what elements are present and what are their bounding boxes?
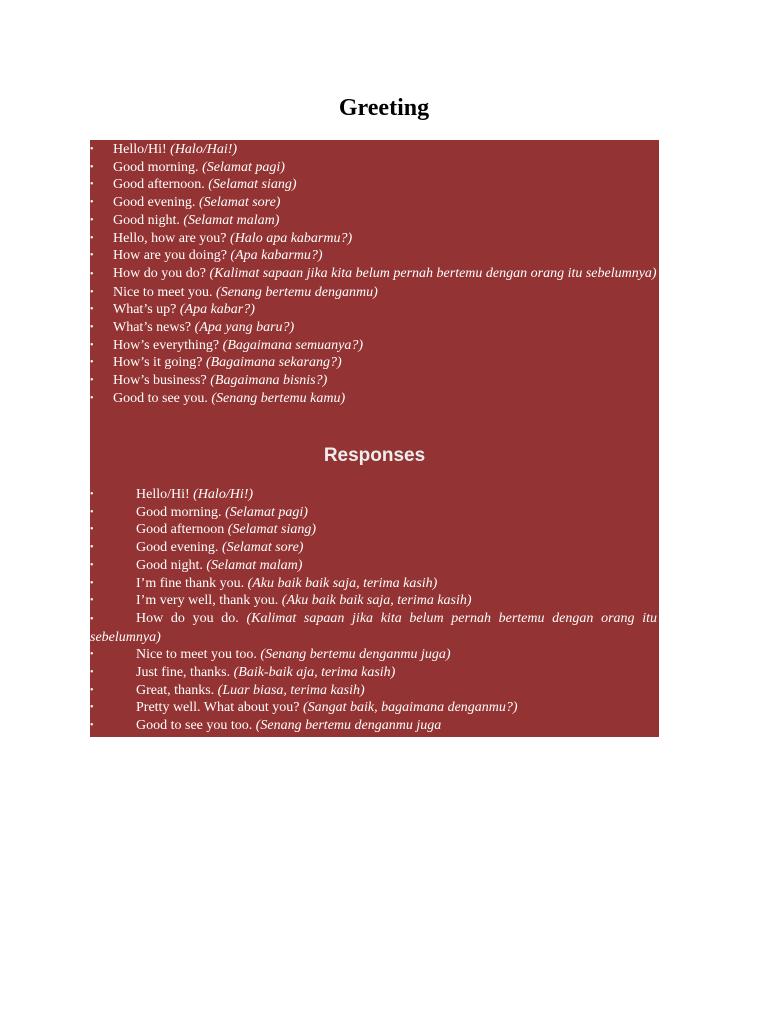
indonesian-translation: (Halo/Hai!) bbox=[170, 142, 238, 157]
english-phrase: What’s news? bbox=[113, 320, 195, 336]
indonesian-translation: (Kalimat sapaan jika kita belum pernah bertemu dengan orang itu sebelumnya) bbox=[90, 610, 657, 645]
indonesian-translation: (Selamat malam) bbox=[183, 212, 280, 228]
indonesian-translation: (Apa yang baru?) bbox=[194, 320, 295, 336]
english-phrase: How are you doing? bbox=[113, 248, 231, 264]
page-title: Greeting bbox=[338, 95, 430, 121]
indonesian-translation: (Senang bertemu denganmu) bbox=[216, 284, 378, 300]
responses-heading: Responses bbox=[323, 445, 426, 466]
english-phrase: Great, thanks. bbox=[136, 682, 218, 698]
bullet-icon: • bbox=[90, 506, 94, 518]
bullet-icon: • bbox=[90, 322, 94, 334]
english-phrase: Good afternoon bbox=[136, 522, 228, 538]
english-phrase: I’m fine thank you. bbox=[136, 575, 248, 591]
bullet-icon: • bbox=[90, 559, 94, 571]
list-item bbox=[90, 521, 657, 539]
list-item bbox=[90, 486, 657, 504]
indonesian-translation: (Selamat malam) bbox=[206, 557, 303, 573]
english-phrase: Good morning. bbox=[136, 504, 226, 520]
english-phrase: How’s everything? bbox=[113, 337, 223, 353]
list-item bbox=[90, 176, 657, 194]
indonesian-translation: (Selamat pagi) bbox=[202, 159, 285, 175]
list-item bbox=[90, 664, 657, 682]
indonesian-translation: (Selamat pagi) bbox=[225, 504, 308, 520]
indonesian-translation: (Selamat siang) bbox=[227, 522, 317, 538]
english-phrase: How do you do? bbox=[113, 265, 210, 281]
list-item bbox=[90, 390, 657, 408]
bullet-icon: • bbox=[90, 649, 94, 661]
english-phrase: Nice to meet you. bbox=[113, 284, 217, 300]
english-phrase: Good night. bbox=[113, 212, 184, 228]
greeting-list bbox=[90, 141, 657, 408]
english-phrase: Hello/Hi! bbox=[136, 487, 194, 502]
list-item bbox=[90, 284, 657, 302]
english-phrase: Good morning. bbox=[113, 159, 203, 175]
english-phrase: Good evening. bbox=[113, 195, 199, 211]
english-phrase: How’s business? bbox=[113, 373, 211, 389]
indonesian-translation: (Bagaimana sekarang?) bbox=[205, 355, 342, 371]
bullet-icon: • bbox=[90, 144, 94, 155]
list-item bbox=[90, 557, 657, 575]
list-item bbox=[90, 504, 657, 522]
bullet-icon: • bbox=[90, 339, 94, 351]
bullet-icon: • bbox=[90, 375, 94, 387]
list-item bbox=[90, 247, 657, 265]
english-phrase: Good to see you too. bbox=[136, 718, 256, 734]
bullet-icon: • bbox=[90, 613, 94, 625]
english-phrase: Nice to meet you too. bbox=[136, 647, 261, 663]
english-phrase: Hello/Hi! bbox=[113, 142, 171, 157]
indonesian-translation: (Selamat sore) bbox=[221, 540, 304, 556]
indonesian-translation: (Bagaimana semuanya?) bbox=[222, 337, 364, 353]
list-item bbox=[90, 372, 657, 390]
list-item bbox=[90, 319, 657, 337]
bullet-icon: • bbox=[90, 232, 94, 244]
indonesian-translation: (Senang bertemu denganmu juga bbox=[255, 718, 442, 734]
bullet-icon: • bbox=[90, 667, 94, 679]
indonesian-translation: (Halo apa kabarmu?) bbox=[230, 230, 353, 246]
list-item bbox=[90, 592, 657, 610]
list-item bbox=[90, 301, 657, 319]
bullet-icon: • bbox=[90, 720, 94, 732]
bullet-icon: • bbox=[90, 214, 94, 226]
english-phrase: Good night. bbox=[136, 557, 207, 573]
list-item bbox=[90, 159, 657, 177]
indonesian-translation: (Selamat siang) bbox=[208, 177, 297, 193]
indonesian-translation: (Kalimat sapaan jika kita belum pernah bertemu dengan orang itu sebelumnya) bbox=[209, 265, 657, 281]
list-item bbox=[90, 539, 657, 557]
indonesian-translation: (Luar biasa, terima kasih) bbox=[217, 682, 365, 698]
indonesian-translation: (Bagaimana bisnis?) bbox=[210, 373, 328, 389]
bullet-icon: • bbox=[90, 577, 94, 589]
list-item bbox=[90, 682, 657, 700]
list-item bbox=[90, 230, 657, 248]
english-phrase: Hello, how are you? bbox=[113, 230, 231, 246]
indonesian-translation: (Senang bertemu kamu) bbox=[211, 390, 346, 406]
list-item bbox=[90, 141, 657, 159]
bullet-icon: • bbox=[90, 357, 94, 369]
english-phrase: Just fine, thanks. bbox=[136, 665, 234, 681]
english-phrase: Good to see you. bbox=[113, 390, 212, 406]
bullet-icon: • bbox=[90, 392, 94, 404]
list-item bbox=[90, 610, 657, 646]
english-phrase: Pretty well. What about you? bbox=[136, 700, 303, 716]
bullet-icon: • bbox=[90, 684, 94, 696]
list-item bbox=[90, 194, 657, 212]
bullet-icon: • bbox=[90, 161, 94, 173]
list-item bbox=[90, 717, 657, 735]
bullet-icon: • bbox=[90, 542, 94, 554]
list-item bbox=[90, 575, 657, 593]
bullet-icon: • bbox=[90, 197, 94, 209]
list-item bbox=[90, 354, 657, 372]
english-phrase: Good afternoon. bbox=[113, 177, 209, 193]
english-phrase: Good evening. bbox=[136, 540, 222, 556]
list-item bbox=[90, 265, 657, 284]
bullet-icon: • bbox=[90, 179, 94, 191]
bullet-icon: • bbox=[90, 595, 94, 607]
bullet-icon: • bbox=[90, 286, 94, 298]
indonesian-translation: (Aku baik baik saja, terima kasih) bbox=[281, 593, 472, 609]
indonesian-translation: (Selamat sore) bbox=[198, 195, 281, 211]
english-phrase: What’s up? bbox=[113, 302, 180, 318]
indonesian-translation: (Senang bertemu denganmu juga) bbox=[260, 647, 451, 663]
bullet-icon: • bbox=[90, 304, 94, 316]
indonesian-translation: (Apa kabar?) bbox=[179, 302, 255, 318]
bullet-icon: • bbox=[90, 702, 94, 714]
list-item bbox=[90, 699, 657, 717]
bullet-icon: • bbox=[90, 250, 94, 262]
indonesian-translation: (Aku baik baik saja, terima kasih) bbox=[247, 575, 438, 591]
phrase-panel bbox=[90, 140, 659, 737]
list-item bbox=[90, 337, 657, 355]
english-phrase: How do you do. bbox=[136, 610, 247, 626]
indonesian-translation: (Halo/Hi!) bbox=[193, 487, 254, 502]
indonesian-translation: (Sangat baik, bagaimana denganmu?) bbox=[302, 700, 518, 716]
indonesian-translation: (Apa kabarmu?) bbox=[230, 248, 323, 264]
bullet-icon: • bbox=[90, 489, 94, 500]
english-phrase: I’m very well, thank you. bbox=[136, 593, 282, 609]
bullet-icon: • bbox=[90, 268, 94, 280]
response-list bbox=[90, 486, 657, 735]
english-phrase: How’s it going? bbox=[113, 355, 206, 371]
indonesian-translation: (Baik-baik aja, terima kasih) bbox=[233, 665, 396, 681]
list-item bbox=[90, 646, 657, 664]
bullet-icon: • bbox=[90, 524, 94, 536]
list-item bbox=[90, 212, 657, 230]
